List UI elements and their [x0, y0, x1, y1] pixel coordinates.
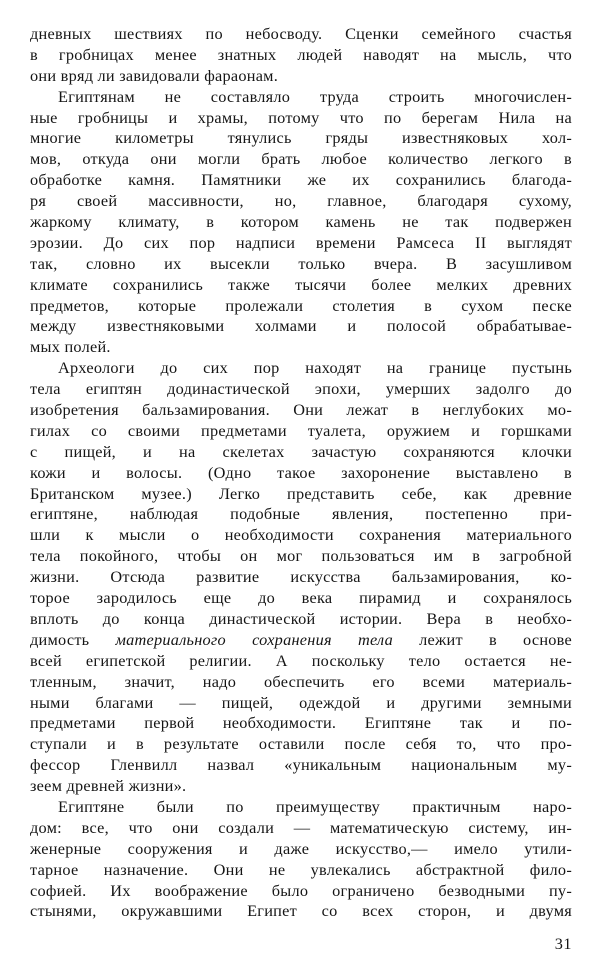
text-line: [30, 379, 572, 400]
text-line: [30, 693, 572, 714]
text-line: [30, 755, 572, 776]
text-line: [30, 504, 572, 525]
text-line: [30, 776, 572, 797]
text-line: [30, 275, 572, 296]
text-line: [30, 609, 572, 630]
text-line: [30, 734, 572, 755]
text-segment: изобретения бальзамирования. Они лежат в неглубоких мо-: [30, 400, 572, 420]
text-line: [30, 316, 572, 337]
emphasis-text: материального сохранения тела: [115, 629, 393, 649]
text-line: [30, 45, 572, 66]
text-segment: зеем древней жизни».: [30, 776, 187, 796]
text-segment: дом: все, что они создали — математическую систему, ин-: [30, 817, 572, 837]
text-line: [30, 881, 572, 902]
text-segment: шли к мысли о необходимости сохранения материального: [30, 525, 572, 545]
text-segment: мов, откуда они могли брать любое количество легкого в: [30, 149, 572, 169]
text-line: [30, 588, 572, 609]
text-line: [30, 358, 572, 379]
text-segment: они вряд ли завидовали фараонам.: [30, 65, 279, 85]
text-segment: ными благами — пищей, одеждой и другими земными: [30, 692, 572, 712]
text-line: [30, 860, 572, 881]
text-segment: предметами первой необходимости. Египтяне так и по-: [30, 713, 572, 733]
text-segment: ря своей массивности, но, главное, благодаря сухому,: [30, 191, 572, 211]
text-segment: тленным, значит, надо обеспечить его всеми материаль-: [30, 671, 572, 691]
text-segment: фессор Гленвилл назвал «уникальным национальным му-: [30, 755, 572, 775]
text-line: [30, 525, 572, 546]
text-segment: тарное назначение. Они не увлекались абстрактной фило-: [30, 859, 572, 879]
text-line: [30, 149, 572, 170]
text-line: [30, 66, 572, 87]
text-segment: ные гробницы и храмы, потому что по берегам Нила на: [30, 107, 572, 127]
text-segment: в гробницах менее знатных людей наводят на мысль, что: [30, 44, 572, 64]
text-segment: вплоть до конца династической истории. Вера в необхо-: [30, 608, 572, 628]
text-line: [30, 672, 572, 693]
text-line: [30, 463, 572, 484]
text-segment: обработке камня. Памятники же их сохранились благода-: [30, 170, 572, 190]
text-line: [30, 254, 572, 275]
text-segment: Египтянам не составляло труда строить многочислен-: [58, 86, 572, 106]
text-line: [30, 713, 572, 734]
text-segment: жизни. Отсюда развитие искусства бальзамирования, ко-: [30, 567, 572, 587]
text-line: [30, 651, 572, 672]
text-segment: торое зародилось еще до века пирамид и сохранялось: [30, 588, 572, 608]
text-line: [30, 108, 572, 129]
text-segment: тела покойного, чтобы он мог пользоваться им в загробной: [30, 546, 572, 566]
text-line: [30, 296, 572, 317]
text-segment: Египтяне были по преимуществу практичным наро-: [58, 796, 572, 816]
text-line: [30, 546, 572, 567]
text-segment: так, словно их высекли только вчера. В засушливом: [30, 253, 572, 273]
text-segment: ступали и в результате оставили после себя то, что про-: [30, 734, 572, 754]
text-segment: Археологи до сих пор находят на границе пустынь: [58, 358, 572, 378]
text-line: [30, 421, 572, 442]
text-segment: стынями, окружавшими Египет со всех сторон, и двумя: [30, 901, 572, 921]
text-line: [30, 212, 572, 233]
text-segment: тела египтян додинастической эпохи, умерших задолго до: [30, 379, 572, 399]
text-segment: климате сохранились также тысячи более мелких древних: [30, 274, 572, 294]
text-segment: с пищей, и на скелетах зачастую сохраняются клочки: [30, 441, 572, 461]
text-segment: лежит в основе: [392, 629, 572, 649]
text-segment: димость: [30, 629, 116, 649]
text-line: [30, 839, 572, 860]
text-segment: многие километры тянулись гряды известняковых хол-: [30, 128, 572, 148]
text-segment: между известняковыми холмами и полосой обрабатывае-: [30, 316, 572, 336]
text-line: [30, 128, 572, 149]
text-line: [30, 337, 572, 358]
text-line: [30, 630, 572, 651]
text-segment: предметов, которые пролежали столетия в сухом песке: [30, 295, 572, 315]
text-segment: софией. Их воображение было ограничено безводными пу-: [30, 880, 572, 900]
text-block: [30, 24, 572, 922]
text-segment: мых полей.: [30, 337, 111, 357]
text-line: [30, 484, 572, 505]
text-segment: кожи и волосы. (Одно такое захоронение выставлено в: [30, 462, 572, 482]
text-line: [30, 87, 572, 108]
page-number: 31: [554, 934, 572, 953]
text-line: [30, 191, 572, 212]
text-line: [30, 442, 572, 463]
text-line: [30, 797, 572, 818]
text-line: [30, 170, 572, 191]
text-line: [30, 901, 572, 922]
text-line: [30, 567, 572, 588]
text-segment: дневных шествиях по небосводу. Сценки семейного счастья: [30, 24, 572, 43]
text-segment: женерные сооружения и даже искусство,— имело утили-: [30, 838, 572, 858]
text-segment: гилах со своими предметами туалета, оружием и горшками: [30, 420, 572, 440]
text-segment: Британском музее.) Легко представить себе, как древние: [30, 483, 572, 503]
text-segment: египтяне, наблюдая подобные явления, постепенно при-: [30, 504, 572, 524]
text-line: [30, 818, 572, 839]
text-segment: жаркому климату, в котором камень не так подвержен: [30, 212, 572, 232]
text-line: [30, 233, 572, 254]
text-segment: эрозии. До сих пор надписи времени Рамсеса II выглядят: [30, 232, 572, 252]
text-segment: всей египетской религии. А поскольку тело остается не-: [30, 650, 572, 670]
text-line: [30, 24, 572, 45]
text-line: [30, 400, 572, 421]
